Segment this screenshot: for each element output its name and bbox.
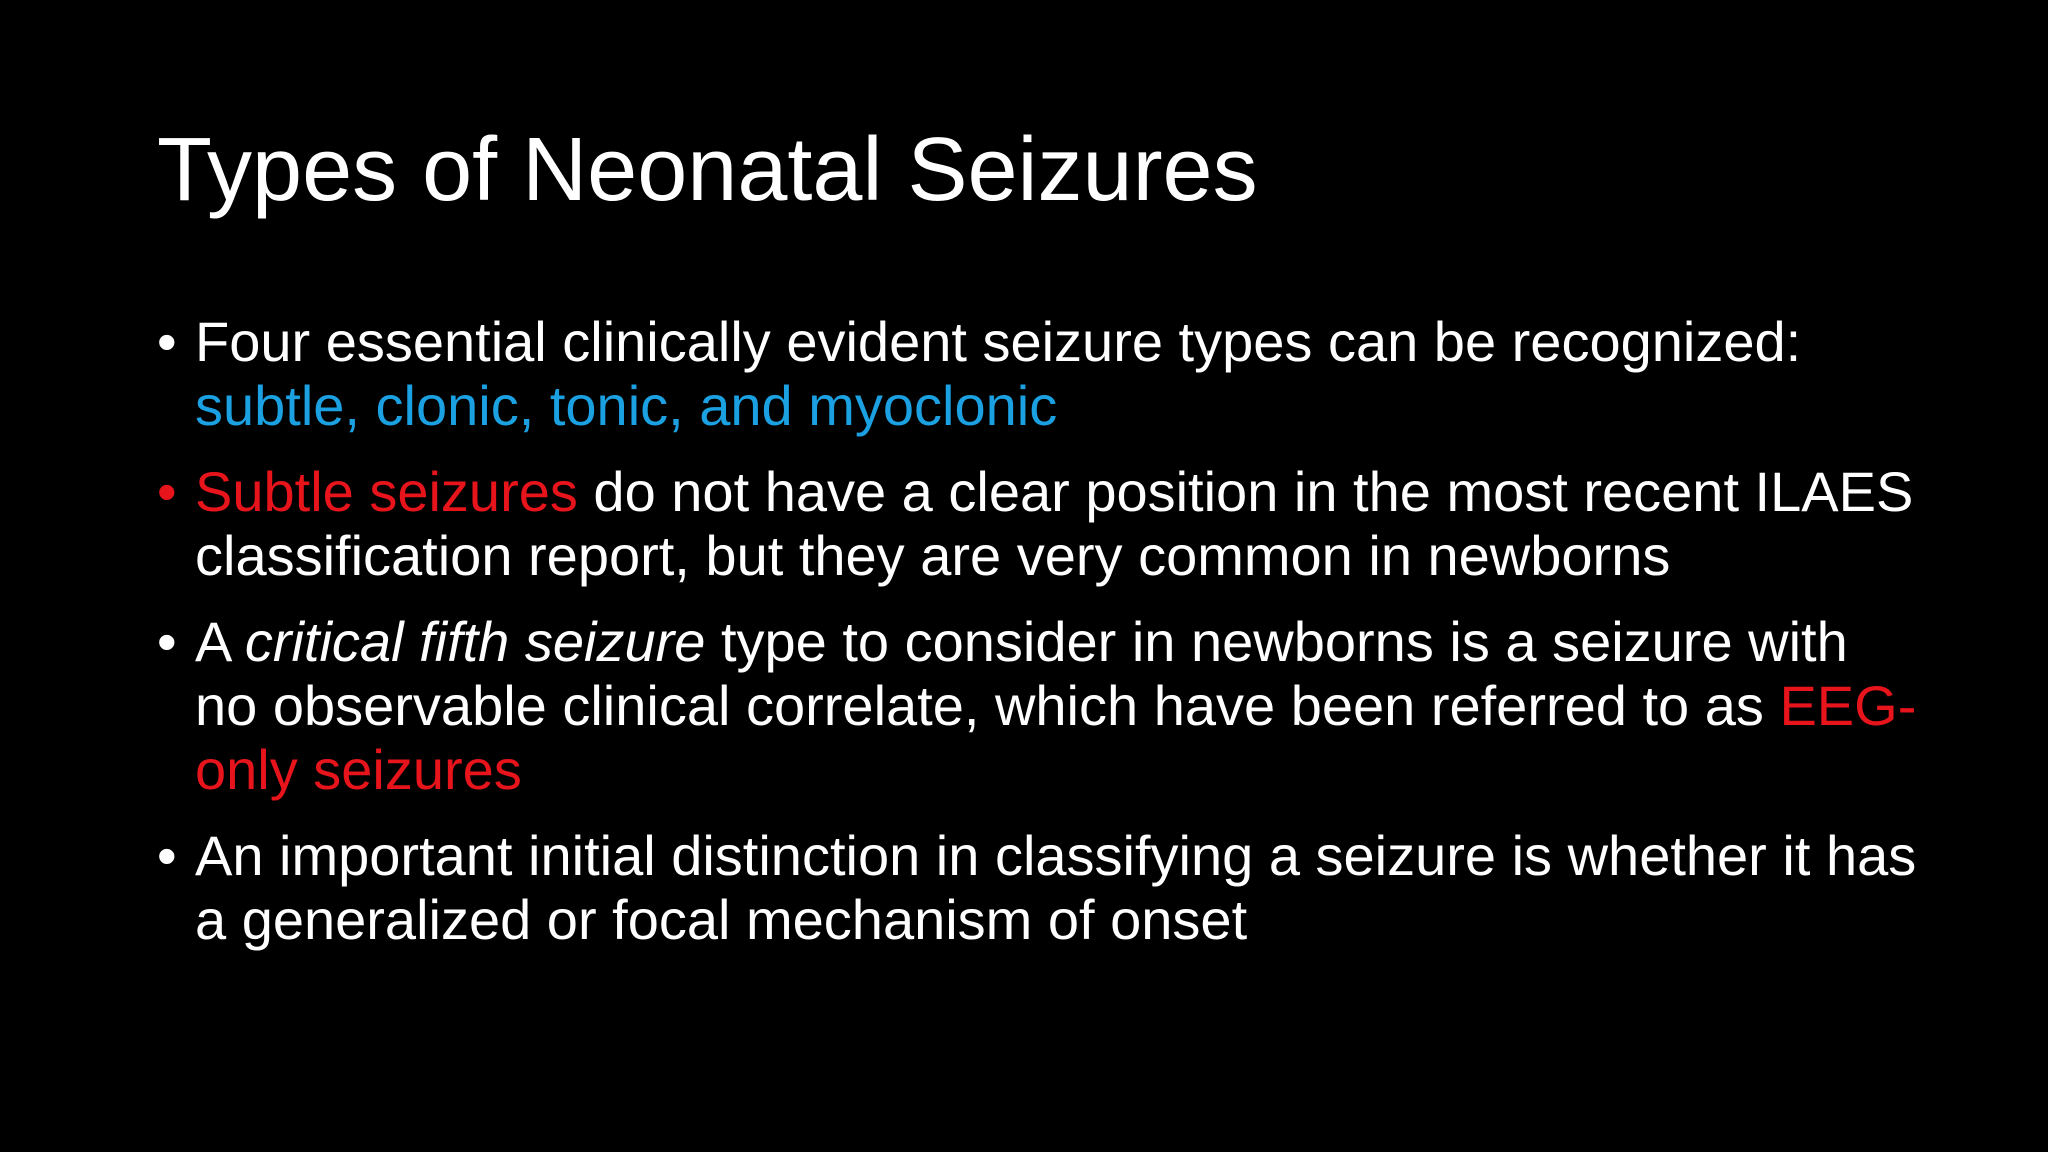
bullet-item-seizure-types xyxy=(157,310,1917,438)
bullet-dot: • xyxy=(157,824,177,887)
bullet-dot: • xyxy=(157,310,177,373)
bullet-item-onset-distinction xyxy=(157,824,1917,952)
bullet-text: type to consider in newborns is a seizure with no observable clinical correlate, which have been referred to as xyxy=(195,610,1848,737)
bullet-item-subtle-seizures xyxy=(157,460,1917,588)
eeg-only-highlight: EEG-only seizures xyxy=(195,674,1917,801)
bullet-text: Four essential clinically evident seizure types can be recognized: xyxy=(195,310,1802,373)
slide-title: Types of Neonatal Seizures xyxy=(157,120,1258,220)
bullet-dot: • xyxy=(157,460,177,523)
bullet-text: do not have a clear position in the most recent ILAES classification report, but they are very common in newborns xyxy=(195,460,1914,587)
bullet-list xyxy=(157,310,1917,974)
subtle-seizures-highlight: Subtle seizures xyxy=(195,460,578,523)
bullet-text: An important initial distinction in classifying a seizure is whether it has a generalized or focal mechanism of onset xyxy=(195,824,1917,951)
fifth-seizure-emphasis: critical fifth seizure xyxy=(244,610,706,673)
bullet-item-fifth-seizure xyxy=(157,610,1917,802)
bullet-text: A xyxy=(195,610,245,673)
bullet-dot: • xyxy=(157,610,177,673)
seizure-types-highlight: subtle, clonic, tonic, and myoclonic xyxy=(195,374,1058,437)
